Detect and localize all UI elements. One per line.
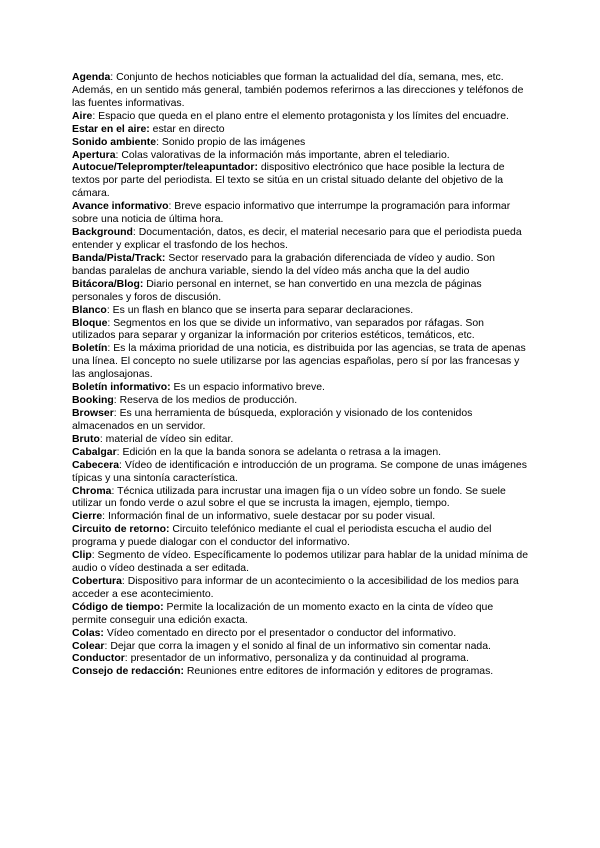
glossary-separator: : [92, 110, 99, 122]
glossary-entry [72, 576, 530, 602]
glossary-term: Background [72, 227, 133, 239]
glossary-definition: Espacio que queda en el plano entre el elemento protagonista y los límites del encuadre. [98, 110, 509, 122]
glossary-term: Consejo de redacción: [72, 666, 184, 678]
glossary-separator: : [115, 149, 122, 161]
glossary-definition: Diario personal en internet, se han convertido en una mezcla de páginas personales y foros de discusión. [72, 278, 482, 303]
glossary-separator: : [121, 575, 128, 587]
glossary-definition: Reserva de los medios de producción. [119, 395, 298, 407]
glossary-term: Cabalgar [72, 446, 117, 458]
glossary-term: Bitácora/Blog: [72, 278, 144, 290]
glossary-separator: : [113, 407, 120, 419]
glossary-definition: Breve espacio informativo que interrumpe la programación para informar sobre una noticia de última hora. [72, 201, 511, 226]
glossary-term: Circuito de retorno: [72, 524, 170, 536]
glossary-separator: : [116, 446, 123, 458]
glossary-separator: : [107, 317, 114, 329]
glossary-term: Conductor [72, 653, 125, 665]
glossary-separator: : [99, 433, 106, 445]
glossary-separator: : [111, 485, 118, 497]
glossary-term: Autocue/Teleprompter/teleapuntador: [72, 162, 258, 174]
glossary-term: Sonido ambiente [72, 136, 157, 148]
glossary-term: Booking [72, 395, 114, 407]
glossary-entry [72, 318, 530, 344]
glossary-entry [72, 641, 530, 654]
glossary-entry [72, 653, 530, 666]
glossary-term: Aire [72, 110, 93, 122]
glossary-term: Cabecera [72, 459, 119, 471]
glossary-definition: Es un flash en blanco que se inserta para separar declaraciones. [112, 304, 414, 316]
glossary-definition: Permite la localización de un momento exacto en la cinta de vídeo que permite conseguir una edición exacta. [72, 601, 494, 626]
glossary-entry [72, 628, 530, 641]
glossary-definition: dispositivo electrónico que hace posible la lectura de textos por parte del periodista. El texto se sitúa en un cristal situado delante del objetivo de la cámara. [72, 162, 505, 200]
glossary-definition: Vídeo de identificación e introducción de un programa. Se compone de unas imágenes típicas y una sintonía característica. [72, 459, 527, 484]
glossary-definition: estar en directo [152, 123, 225, 135]
glossary-term: Agenda [72, 72, 111, 83]
glossary-definition: Es un espacio informativo breve. [173, 382, 325, 394]
glossary-separator: : [113, 395, 120, 407]
glossary-separator: : [91, 550, 98, 562]
glossary-entry [72, 343, 530, 382]
glossary-definition: Documentación, datos, es decir, el material necesario para que el periodista pueda entender y explicar el trasfondo de los hechos. [72, 227, 522, 251]
glossary-separator: : [106, 304, 113, 316]
glossary-term: Boletín informativo: [72, 382, 171, 394]
glossary-definition: Vídeo comentado en directo por el presentador o conductor del informativo. [106, 627, 457, 639]
glossary-term: Bruto [72, 433, 100, 445]
glossary-definition: Dejar que corra la imagen y el sonido al final de un informativo sin comentar nada. [110, 640, 491, 652]
glossary-definition: presentador de un informativo, personaliza y da continuidad al programa. [130, 653, 469, 665]
glossary-definition: Conjunto de hechos noticiables que forman la actualidad del día, semana, mes, etc. Además, en un sentido más general, también podemos referirnos a las direcciones y teléfonos de las fuentes informativas. [72, 72, 524, 109]
glossary-entry [72, 602, 530, 628]
glossary-entry [72, 137, 530, 150]
glossary-term: Cierre [72, 511, 103, 523]
glossary-entry [72, 511, 530, 524]
glossary-entry [72, 150, 530, 163]
glossary-term: Estar en el aire: [72, 123, 150, 135]
glossary-term: Cobertura [72, 575, 122, 587]
glossary-definition: Segmentos en los que se divide un informativo, van separados por ráfagas. Son utilizados para separar y organizar la información por criterios estéticos, temáticos, etc. [72, 317, 484, 342]
glossary-definition: Información final de un informativo, suele destacar por su poder visual. [107, 511, 436, 523]
glossary-term: Chroma [72, 485, 112, 497]
glossary-term: Bloque [72, 317, 108, 329]
glossary-definition: Técnica utilizada para incrustar una imagen fija o un vídeo sobre un fondo. Se suele utilizar un fondo verde o azul sobre el que se incrusta la imagen, ejemplo, tiempo. [72, 485, 506, 510]
glossary-separator: : [102, 511, 108, 523]
glossary-separator: : [156, 136, 162, 148]
glossary-separator: : [168, 201, 175, 213]
glossary-term: Código de tiempo: [72, 601, 164, 613]
glossary-entry [72, 408, 530, 434]
glossary-entry [72, 382, 530, 395]
glossary-definition: Colas valorativas de la información más importante, abren el telediario. [121, 149, 450, 161]
glossary-entry [72, 201, 530, 227]
glossary-entry [72, 124, 530, 137]
glossary-entry [72, 279, 530, 305]
glossary-definition: material de vídeo sin editar. [105, 433, 234, 445]
glossary-term: Colear [72, 640, 105, 652]
glossary-term: Avance informativo [72, 201, 169, 213]
glossary-entry [72, 524, 530, 550]
glossary-definition: Circuito telefónico mediante el cual el periodista escucha el audio del programa y puede dialogar con el conductor del informativo. [72, 524, 492, 549]
glossary-definition: Es la máxima prioridad de una noticia, es distribuida por las agencias, se trata de apenas una línea. El concepto no suele utilizarse por las agencias españolas, pero sí por las francesas y las anglosajonas. [72, 343, 526, 381]
glossary-definition: Sector reservado para la grabación diferenciada de vídeo y audio. Son bandas paralelas de anchura variable, siendo la del vídeo más ancha que la del audio [72, 252, 495, 277]
glossary-term: Blanco [72, 304, 107, 316]
glossary-entry [72, 460, 530, 486]
glossary-term: Banda/Pista/Track: [72, 252, 166, 264]
document-page [72, 72, 530, 679]
glossary-separator: : [104, 640, 111, 652]
glossary-entry [72, 227, 530, 253]
glossary-entry [72, 253, 530, 279]
glossary-definition: Reuniones entre editores de información y editores de programas. [186, 666, 494, 678]
glossary-definition: Edición en la que la banda sonora se adelanta o retrasa a la imagen. [122, 446, 442, 458]
glossary-definition: Segmento de vídeo. Específicamente lo podemos utilizar para hablar de la unidad mínima de audio o vídeo destinada a ser editada. [72, 550, 529, 575]
glossary-entry [72, 447, 530, 460]
glossary-entry [72, 486, 530, 512]
glossary-separator: : [124, 653, 131, 665]
glossary-term: Browser [72, 407, 114, 419]
glossary-term: Boletín [72, 343, 108, 355]
glossary-definition: Dispositivo para informar de un acontecimiento o la accesibilidad de los medios para acceder a ese acontecimiento. [72, 575, 519, 600]
glossary-term: Clip [72, 550, 92, 562]
glossary-separator: : [119, 459, 125, 471]
glossary-separator: : [110, 72, 117, 83]
glossary-entry [72, 666, 530, 679]
glossary-entry [72, 162, 530, 201]
glossary-separator: : [132, 227, 139, 239]
glossary-entry [72, 550, 530, 576]
glossary-definition: Sonido propio de las imágenes [161, 136, 306, 148]
glossary-term: Colas: [72, 627, 104, 639]
glossary-entry [72, 305, 530, 318]
glossary-entry [72, 111, 530, 124]
glossary-entry [72, 434, 530, 447]
glossary-entry [72, 395, 530, 408]
glossary-separator: : [107, 343, 114, 355]
glossary-term: Apertura [72, 149, 116, 161]
glossary-entry [72, 72, 530, 111]
glossary-definition: Es una herramienta de búsqueda, exploración y visionado de los contenidos almacenados en un servidor. [72, 407, 473, 432]
